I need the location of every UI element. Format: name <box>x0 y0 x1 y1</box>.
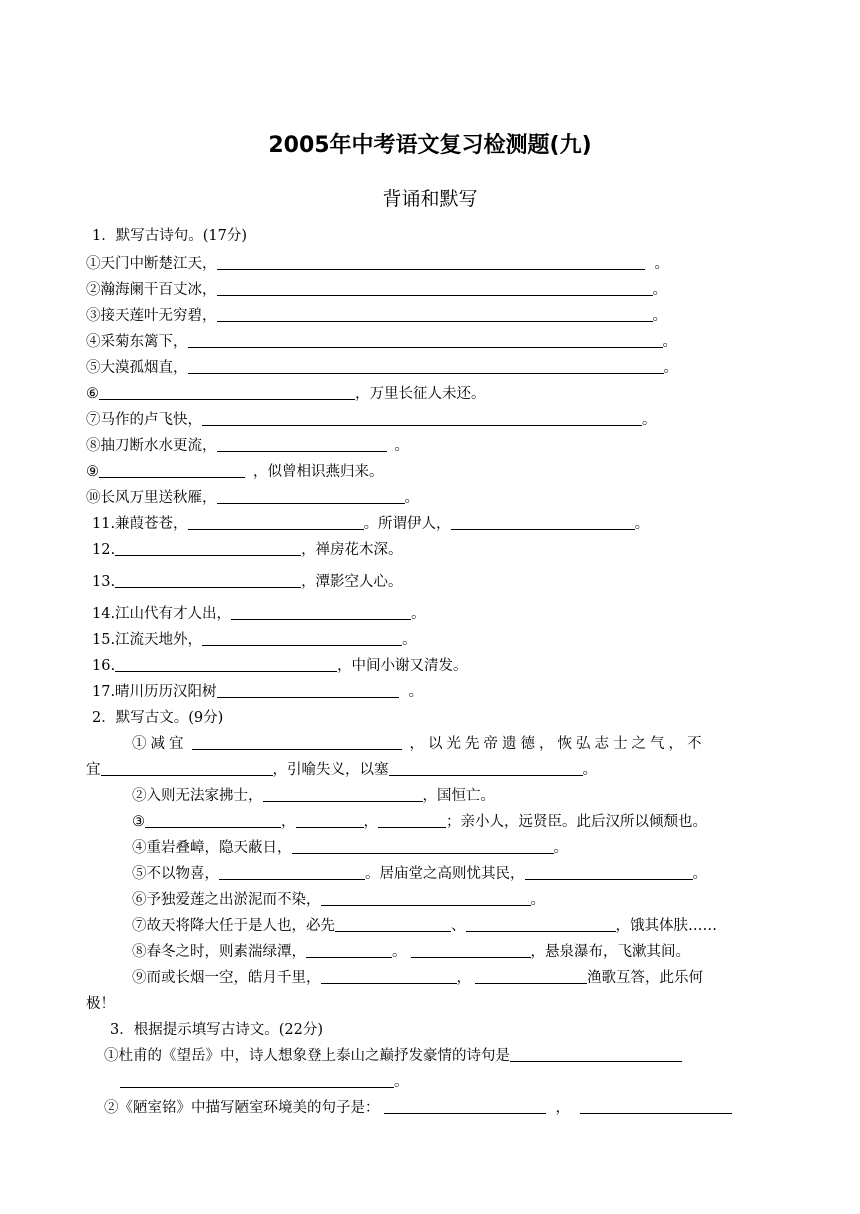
answer-blank[interactable] <box>115 573 301 588</box>
answer-blank[interactable] <box>378 813 446 828</box>
answer-blank[interactable] <box>115 657 337 672</box>
answer-blank[interactable] <box>389 761 583 776</box>
answer-blank[interactable] <box>99 385 355 400</box>
q1-item-16: 16. ，中间小谢又清发。 <box>92 658 468 674</box>
q2-item-9-line1: ⑨而或长烟一空，皓月千里， ， 渔歌互答，此乐何 <box>132 970 703 986</box>
answer-blank[interactable] <box>525 865 693 880</box>
q3-item-1-line1: ①杜甫的《望岳》中，诗人想象登上泰山之巅抒发豪情的诗句是 <box>104 1046 682 1066</box>
answer-blank[interactable] <box>219 865 365 880</box>
q2-item-9-line2: 极！ <box>86 996 115 1012</box>
q2-item-1-line1: ①减宜 ，以光先帝遗德，恢弘志士之气，不 <box>132 736 706 752</box>
q1-item-10: ⑩长风万里送秋雁， 。 <box>86 490 419 506</box>
q1-item-2: ②瀚海阑干百丈冰， 。 <box>86 282 667 298</box>
answer-blank[interactable] <box>451 515 635 530</box>
answer-blank[interactable] <box>217 255 645 270</box>
q2-item-6: ⑥予独爱莲之出淤泥而不染， 。 <box>132 892 545 908</box>
q1-item-4: ④采菊东篱下， 。 <box>86 334 677 350</box>
q1-item-12: 12. ，禅房花木深。 <box>92 542 403 558</box>
answer-blank[interactable] <box>384 1099 546 1114</box>
q3-item-2: ②《陋室铭》中描写陋室环境美的句子是： ， <box>104 1098 732 1118</box>
answer-blank[interactable] <box>510 1047 682 1062</box>
answer-blank[interactable] <box>335 917 451 932</box>
q1-item-3: ③接天莲叶无穷碧， 。 <box>86 308 667 324</box>
answer-blank[interactable] <box>466 917 616 932</box>
q1-item-13: 13. ，潭影空人心。 <box>92 574 403 590</box>
answer-blank[interactable] <box>580 1099 732 1114</box>
document-subtitle: 背诵和默写 <box>382 188 478 210</box>
q1-item-8: ⑧抽刀断水水更流， 。 <box>86 438 409 454</box>
answer-blank[interactable] <box>321 891 531 906</box>
q1-item-14: 14.江山代有才人出， 。 <box>92 606 426 622</box>
answer-blank[interactable] <box>202 631 402 646</box>
q2-item-3: ③ ， ， ；亲小人，远贤臣。此后汉所以倾颓也。 <box>132 814 707 830</box>
answer-blank[interactable] <box>115 541 301 556</box>
answer-blank[interactable] <box>99 463 245 478</box>
q2-item-4: ④重岩叠嶂，隐天蔽日， 。 <box>132 840 568 856</box>
answer-blank[interactable] <box>296 813 364 828</box>
answer-blank[interactable] <box>120 1073 394 1088</box>
q1-item-5: ⑤大漠孤烟直， 。 <box>86 360 678 376</box>
q1-item-7: ⑦马作的卢飞快， 。 <box>86 412 657 428</box>
q1-item-15: 15.江流天地外， 。 <box>92 632 417 648</box>
q1-item-1: ①天门中断楚江天， 。 <box>86 256 669 272</box>
answer-blank[interactable] <box>188 515 364 530</box>
q1-item-17: 17.晴川历历汉阳树 。 <box>92 684 424 700</box>
answer-blank[interactable] <box>321 969 457 984</box>
q2-item-5: ⑤不以物喜， 。居庙堂之高则忧其民， 。 <box>132 866 707 882</box>
answer-blank[interactable] <box>263 787 423 802</box>
answer-blank[interactable] <box>306 943 392 958</box>
q2-item-2: ②入则无法家拂士， ，国恒亡。 <box>132 788 495 804</box>
answer-blank[interactable] <box>411 943 531 958</box>
q2-item-7: ⑦故天将降大任于是人也，必先 、 ，饿其体肤…… <box>132 918 717 934</box>
answer-blank[interactable] <box>217 437 387 452</box>
answer-blank[interactable] <box>188 359 664 374</box>
section-1-heading: 1．默写古诗句。(17分) <box>92 228 247 244</box>
answer-blank[interactable] <box>475 969 587 984</box>
answer-blank[interactable] <box>101 761 273 776</box>
q2-item-1-line2: 宜 ，引喻失义，以塞 。 <box>86 762 597 778</box>
document-title: 2005年中考语文复习检测题(九) <box>268 133 592 158</box>
q2-item-8: ⑧春冬之时，则素湍绿潭， 。 ，悬泉瀑布，飞漱其间。 <box>132 944 690 960</box>
answer-blank[interactable] <box>217 307 653 322</box>
answer-blank[interactable] <box>192 735 402 750</box>
answer-blank[interactable] <box>231 605 411 620</box>
section-2-heading: 2．默写古文。(9分) <box>92 710 224 726</box>
q3-item-1-line2: 。 <box>120 1072 409 1092</box>
answer-blank[interactable] <box>217 489 405 504</box>
answer-blank[interactable] <box>145 813 281 828</box>
section-3-heading: 3．根据提示填写古诗文。(22分) <box>110 1022 323 1038</box>
answer-blank[interactable] <box>188 333 663 348</box>
answer-blank[interactable] <box>202 411 642 426</box>
q1-item-11: 11.兼葭苍苍， 。所谓伊人， 。 <box>92 516 650 532</box>
answer-blank[interactable] <box>217 683 399 698</box>
answer-blank[interactable] <box>292 839 554 854</box>
q1-item-6: ⑥ ，万里长征人未还。 <box>86 386 486 402</box>
answer-blank[interactable] <box>217 281 653 296</box>
q1-item-9: ⑨ ，似曾相识燕归来。 <box>86 464 384 480</box>
